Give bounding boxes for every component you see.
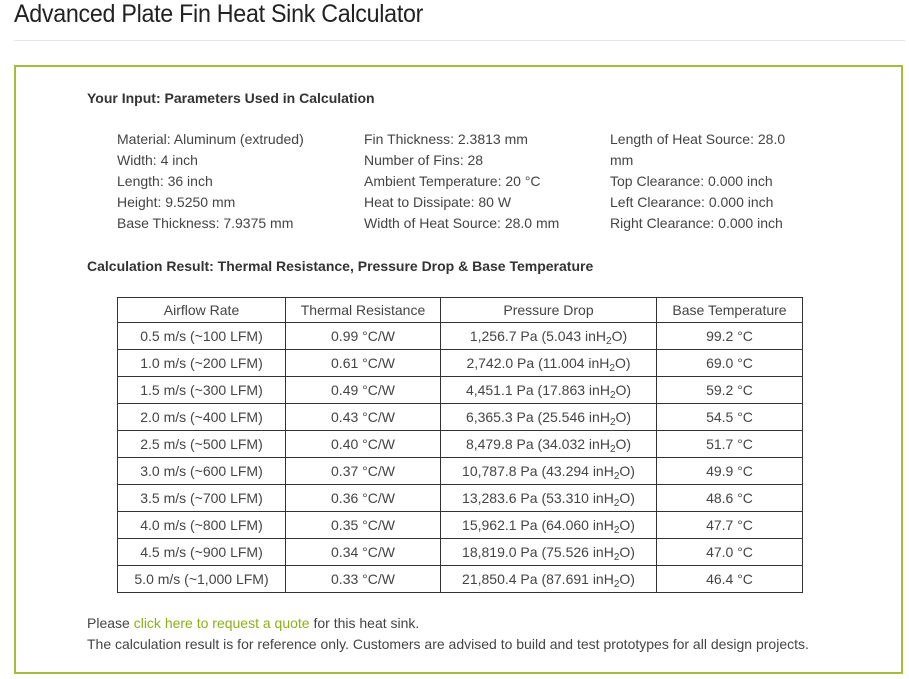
subscript-2: 2 (613, 525, 620, 536)
title-divider (14, 40, 905, 41)
airflow-cell-value: 3.5 m/s (~700 LFM) (140, 490, 263, 506)
base-temperature-cell-value: 54.5 °C (706, 409, 753, 425)
airflow-cell-value: 2.0 m/s (~400 LFM) (140, 409, 263, 425)
pressure-unit-suffix: O) (611, 328, 628, 344)
airflow-cell-value: 4.5 m/s (~900 LFM) (140, 544, 263, 560)
thermal-resistance-cell (286, 539, 441, 566)
airflow-cell-value: 1.0 m/s (~200 LFM) (140, 355, 263, 371)
airflow-cell-value: 0.5 m/s (~100 LFM) (140, 328, 263, 344)
base-temperature-cell-value: 46.4 °C (706, 571, 753, 587)
pressure-drop-cell (441, 350, 657, 377)
thermal-resistance-cell (286, 404, 441, 431)
param-heat-source-width: Width of Heat Source: 28.0 mm (364, 215, 560, 231)
airflow-cell-value: 2.5 m/s (~500 LFM) (140, 436, 263, 452)
column-header-airflow: Airflow Rate (118, 298, 286, 323)
pressure-unit-suffix: O) (614, 355, 631, 371)
parameter-column-3 (610, 129, 795, 234)
param-base-thickness: Base Thickness: 7.9375 mm (117, 215, 294, 231)
param-right-clearance: Right Clearance: 0.000 inch (610, 215, 783, 231)
quote-prefix: Please (87, 615, 134, 631)
airflow-cell-value: 1.5 m/s (~300 LFM) (140, 382, 263, 398)
pressure-drop-cell (441, 539, 657, 566)
param-number-of-fins: Number of Fins: 28 (364, 152, 484, 168)
airflow-cell (118, 485, 286, 512)
request-quote-link[interactable]: click here to request a quote (133, 615, 310, 631)
subscript-2: 2 (609, 417, 616, 428)
param-fin-thickness: Fin Thickness: 2.3813 mm (364, 131, 528, 147)
pressure-unit-suffix: O) (619, 463, 635, 479)
param-heat-to-dissipate: Heat to Dissipate: 80 W (364, 194, 512, 210)
param-left-clearance: Left Clearance: 0.000 inch (610, 194, 774, 210)
pressure-unit-suffix: O) (619, 571, 635, 587)
table-row (118, 512, 803, 539)
base-temperature-cell-value: 51.7 °C (706, 436, 753, 452)
thermal-resistance-cell (286, 485, 441, 512)
parameter-column-2 (364, 129, 559, 234)
input-section-heading: Your Input: Parameters Used in Calculation (87, 90, 375, 106)
airflow-cell (118, 350, 286, 377)
subscript-2: 2 (613, 471, 620, 482)
param-length: Length: 36 inch (117, 173, 213, 189)
base-temperature-cell-value: 69.0 °C (706, 355, 753, 371)
disclaimer: The calculation result is for reference only. Customers are advised to build and test prototypes for all design projects. (87, 636, 809, 652)
pressure-unit-suffix: O) (615, 409, 632, 425)
param-material: Material: Aluminum (extruded) (117, 131, 304, 147)
result-section-heading: Calculation Result: Thermal Resistance, Pressure Drop & Base Temperature (87, 258, 594, 274)
subscript-2: 2 (613, 552, 620, 563)
pressure-drop-cell (441, 485, 657, 512)
pressure-unit-suffix: O) (619, 517, 635, 533)
airflow-cell-value: 3.0 m/s (~600 LFM) (140, 463, 263, 479)
table-row (118, 485, 803, 512)
base-temperature-cell (657, 512, 803, 539)
quote-line (87, 613, 809, 634)
pressure-drop-cell-value: 10,787.8 Pa (43.294 inH (462, 463, 614, 479)
parameter-column-1 (117, 129, 304, 234)
pressure-drop-cell (441, 404, 657, 431)
base-temperature-cell (657, 539, 803, 566)
base-temperature-cell-value: 47.0 °C (706, 544, 753, 560)
thermal-resistance-cell (286, 323, 441, 350)
base-temperature-cell-value: 99.2 °C (706, 328, 753, 344)
pressure-drop-cell (441, 566, 657, 593)
column-header-thermal-resistance: Thermal Resistance (286, 298, 441, 323)
pressure-drop-cell-value: 13,283.6 Pa (53.310 inH (462, 490, 614, 506)
base-temperature-cell (657, 431, 803, 458)
thermal-resistance-cell-value: 0.33 °C/W (331, 571, 395, 587)
subscript-2: 2 (613, 579, 620, 590)
subscript-2: 2 (609, 390, 616, 401)
table-row (118, 539, 803, 566)
base-temperature-cell-value: 48.6 °C (706, 490, 753, 506)
param-height: Height: 9.5250 mm (117, 194, 236, 210)
param-ambient-temperature: Ambient Temperature: 20 °C (364, 173, 541, 189)
airflow-cell (118, 377, 286, 404)
thermal-resistance-cell (286, 512, 441, 539)
pressure-unit-suffix: O) (619, 544, 635, 560)
base-temperature-cell (657, 485, 803, 512)
pressure-drop-cell-value: 1,256.7 Pa (5.043 inH (469, 328, 607, 344)
column-header-pressure-drop: Pressure Drop (441, 298, 657, 323)
table-row (118, 323, 803, 350)
param-width: Width: 4 inch (117, 152, 198, 168)
airflow-cell (118, 539, 286, 566)
airflow-cell-value: 5.0 m/s (~1,000 LFM) (134, 571, 269, 587)
pressure-drop-cell (441, 431, 657, 458)
pressure-drop-cell-value: 18,819.0 Pa (75.526 inH (462, 544, 614, 560)
table-header-row (118, 298, 803, 323)
result-panel (14, 65, 903, 674)
pressure-drop-cell (441, 512, 657, 539)
pressure-drop-cell (441, 458, 657, 485)
thermal-resistance-cell-value: 0.37 °C/W (331, 463, 395, 479)
param-top-clearance: Top Clearance: 0.000 inch (610, 173, 773, 189)
table-row (118, 377, 803, 404)
pressure-unit-suffix: O) (619, 490, 635, 506)
base-temperature-cell-value: 59.2 °C (706, 382, 753, 398)
base-temperature-cell-value: 47.7 °C (706, 517, 753, 533)
thermal-resistance-cell-value: 0.36 °C/W (331, 490, 395, 506)
results-table-body (118, 323, 803, 593)
thermal-resistance-cell (286, 458, 441, 485)
airflow-cell (118, 566, 286, 593)
subscript-2: 2 (609, 444, 616, 455)
subscript-2: 2 (609, 363, 615, 374)
table-row (118, 566, 803, 593)
thermal-resistance-cell-value: 0.43 °C/W (331, 409, 395, 425)
column-header-base-temperature: Base Temperature (657, 298, 803, 323)
table-row (118, 458, 803, 485)
thermal-resistance-cell (286, 350, 441, 377)
pressure-drop-cell (441, 323, 657, 350)
subscript-2: 2 (613, 498, 620, 509)
thermal-resistance-cell-value: 0.35 °C/W (331, 517, 395, 533)
thermal-resistance-cell (286, 431, 441, 458)
pressure-drop-cell-value: 6,365.3 Pa (25.546 inH (465, 409, 610, 425)
base-temperature-cell (657, 377, 803, 404)
base-temperature-cell-value: 49.9 °C (706, 463, 753, 479)
base-temperature-cell (657, 404, 803, 431)
airflow-cell (118, 404, 286, 431)
pressure-unit-suffix: O) (615, 382, 632, 398)
thermal-resistance-cell (286, 566, 441, 593)
page-title: Advanced Plate Fin Heat Sink Calculator (14, 0, 424, 28)
table-row (118, 431, 803, 458)
pressure-drop-cell-value: 4,451.1 Pa (17.863 inH (465, 382, 610, 398)
pressure-unit-suffix: O) (615, 436, 632, 452)
subscript-2: 2 (606, 336, 612, 347)
pressure-drop-cell-value: 2,742.0 Pa (11.004 inH (466, 355, 610, 371)
base-temperature-cell (657, 458, 803, 485)
airflow-cell (118, 323, 286, 350)
param-heat-source-length: Length of Heat Source: 28.0 mm (610, 131, 786, 168)
thermal-resistance-cell-value: 0.61 °C/W (331, 355, 395, 371)
thermal-resistance-cell-value: 0.40 °C/W (331, 436, 395, 452)
base-temperature-cell (657, 566, 803, 593)
table-row (118, 350, 803, 377)
pressure-drop-cell (441, 377, 657, 404)
pressure-drop-cell-value: 8,479.8 Pa (34.032 inH (465, 436, 610, 452)
footer-text (87, 613, 809, 655)
thermal-resistance-cell-value: 0.34 °C/W (331, 544, 395, 560)
airflow-cell (118, 512, 286, 539)
thermal-resistance-cell-value: 0.99 °C/W (331, 328, 395, 344)
parameter-list (117, 129, 817, 241)
base-temperature-cell (657, 323, 803, 350)
airflow-cell (118, 458, 286, 485)
thermal-resistance-cell-value: 0.49 °C/W (331, 382, 395, 398)
pressure-drop-cell-value: 15,962.1 Pa (64.060 inH (462, 517, 614, 533)
airflow-cell-value: 4.0 m/s (~800 LFM) (140, 517, 263, 533)
airflow-cell (118, 431, 286, 458)
quote-suffix: for this heat sink. (309, 615, 420, 631)
results-table (117, 297, 803, 593)
pressure-drop-cell-value: 21,850.4 Pa (87.691 inH (462, 571, 614, 587)
base-temperature-cell (657, 350, 803, 377)
thermal-resistance-cell (286, 377, 441, 404)
table-row (118, 404, 803, 431)
